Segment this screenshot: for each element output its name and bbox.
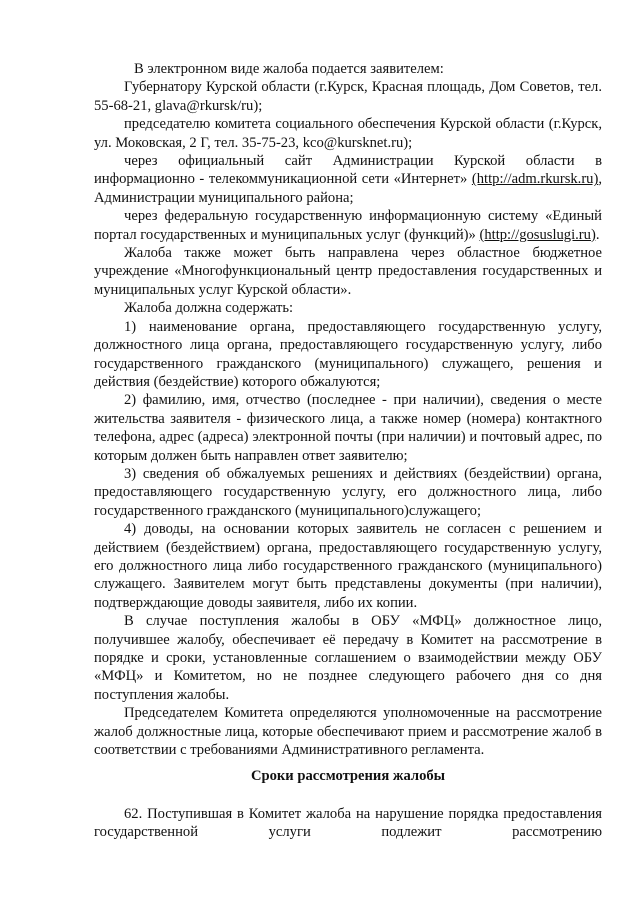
paragraph-content-intro: Жалоба должна содержать: <box>124 300 294 317</box>
portal-text: через федеральную государственную информационную систему «Единый портал государственных и муниципальных услуг (функций)» <box>94 208 602 243</box>
portal-link[interactable]: (http://gosuslugi.ru) <box>479 226 596 243</box>
paragraph-item-1: 1) наименование органа, предоставляющего государственную услугу, должностного лица органа, предоставляющего государственную услугу, либо государственного гражданского (муниципального) служащего, решения и действия (бездействие) которого обжалуются; <box>94 318 602 390</box>
paragraph-official-site <box>94 152 602 207</box>
paragraph-portal <box>94 207 602 244</box>
paragraph-mfc-transfer: В случае поступления жалобы в ОБУ «МФЦ» должностное лицо, получившее жалобу, обеспечивает её передачу в Комитет на рассмотрение в порядке и сроки, установленные соглашением о взаимодействии между ОБУ «МФЦ» и Комитетом, но не позднее следующего рабочего дня со дня поступления жалобы. <box>94 613 602 703</box>
section-heading: Сроки рассмотрения жалобы <box>250 768 446 785</box>
official-site-text: через официальный сайт Администрации Курской области в информационно - телекоммуникационной сети «Интернет» <box>94 153 602 188</box>
paragraph-62: 62. Поступившая в Комитет жалоба на нарушение порядка предоставления государственной услуги подлежит рассмотрению <box>94 805 602 841</box>
paragraph-authorized-persons: Председателем Комитета определяются уполномоченные на рассмотрение жалоб должностные лица, которые обеспечивают прием и рассмотрение жалоб в соответствии с требованиями Административного регламента. <box>94 705 602 759</box>
paragraph-mfc-note: Жалоба также может быть направлена через областное бюджетное учреждение «Многофункциональный центр предоставления государственных и муниципальных услуг Курской области». <box>94 245 602 298</box>
document-body <box>94 60 602 842</box>
paragraph-item-4: 4) доводы, на основании которых заявитель не согласен с решением и действием (бездействием) органа, предоставляющего государственную услугу, его должностного лица либо государственного гражданского (муниципального) служащего. Заявителем могут быть представлены документы (при наличии), подтверждающие доводы заявителя, либо их копии. <box>94 521 602 611</box>
paragraph-item-2: 2) фамилию, имя, отчество (последнее - при наличии), сведения о месте жительства заявителя - физического лица, а также номер (номера) контактного телефона, адрес (адреса) электронной почты (при наличии) и почтовый адрес, по которым должен быть направлен ответ заявителю; <box>94 392 602 464</box>
portal-text-after: . <box>595 226 600 243</box>
official-site-link[interactable]: (http://adm.rkursk.ru) <box>471 171 599 188</box>
paragraph-item-3: 3) сведения об обжалуемых решениях и действиях (бездействии) органа, предоставляющего государственную услугу, его должностного лица, либо государственного гражданского (муниципального)служащего; <box>94 465 602 519</box>
paragraph-committee-chair: председателю комитета социального обеспечения Курской области (г.Курск, ул. Моковская, 2 Г, тел. 35-75-23, kco@kursknet.ru); <box>94 116 602 151</box>
paragraph-intro: В электронном виде жалоба подается заявителем: <box>134 61 444 77</box>
paragraph-governor: Губернатору Курской области (г.Курск, Красная площадь, Дом Советов, тел. 55-68-21, glava@rkursk/ru); <box>94 79 602 114</box>
official-site-text-after: , Администрации муниципального района; <box>94 171 602 206</box>
